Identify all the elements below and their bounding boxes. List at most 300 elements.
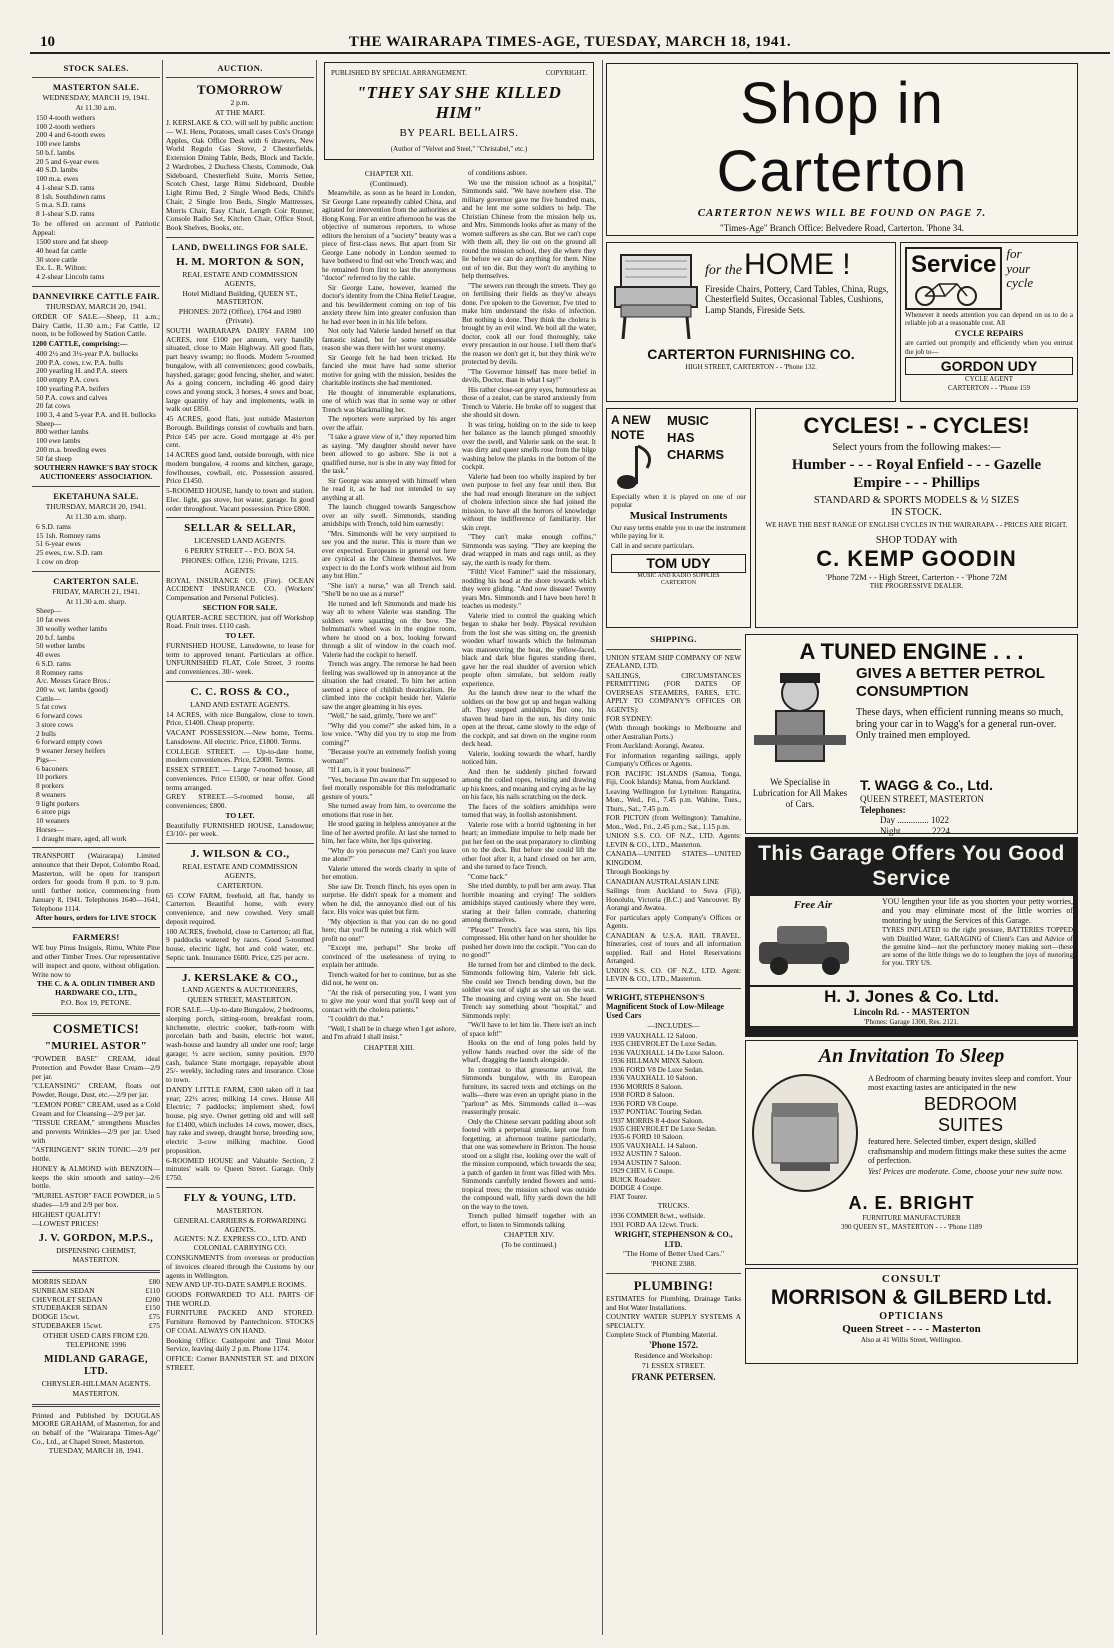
story-paragraph: The launch chugged towards Sangeschow over an oily swell. Simmonds, standing amidships with Trench, told him earnestly: bbox=[322, 503, 456, 528]
insurance: ROYAL INSURANCE CO. (Fire). OCEAN ACCIDENT INSURANCE CO. (Workers' Compensation and Personal Policies). bbox=[166, 575, 314, 603]
garage-car-illustration bbox=[753, 912, 863, 982]
section-heading: SHIPPING. bbox=[650, 634, 697, 645]
cycle-models: STANDARD & SPORTS MODELS & ½ SIZES bbox=[813, 494, 1020, 506]
car-price: £75 bbox=[148, 1312, 160, 1322]
lot: 100 yearling P.A. heifers bbox=[36, 383, 110, 393]
car-item: 1929 CHEV. 6 Coupe. bbox=[610, 1167, 675, 1176]
car-item: 1936 VAUXHALL 10 Saloon. bbox=[610, 1074, 698, 1083]
car-row bbox=[32, 1322, 160, 1331]
carrier-name: FLY & YOUNG, LTD. bbox=[183, 1191, 297, 1204]
lot: 8 porkers bbox=[36, 781, 64, 791]
timber-firm: THE C. & A. ODLIN TIMBER AND HARDWARE CO., LTD., bbox=[36, 979, 156, 998]
shipping-item: UNION STEAM SHIP COMPANY OF NEW ZEALAND, LTD. bbox=[606, 653, 741, 671]
story-title: "THEY SAY SHE KILLED HIM" bbox=[356, 83, 562, 122]
listing: DANDY LITTLE FARM, £300 taken off it last year; 22½ acres; milking 14 cows. House All Electric; 7 paddocks; implement shed, fowl house, pig stye. Owner getting old and will sell for £1400, which includes 14 cows, mower, discs, hay rake and sweep, draught horse, breeding sow, electric 3-cow milking machine. Good proposition. bbox=[166, 1084, 314, 1155]
service-item: OFFICE: Corner BANNISTER ST. and DIXON STREET. bbox=[166, 1354, 314, 1372]
serial-story bbox=[318, 60, 600, 1635]
story-paragraph: The faces of the soldiers amidships were turned that way, in foolish astonishment. bbox=[462, 802, 596, 819]
cosmetic-item: "POWDER BASE" CREAM, ideal Protection and Powder Base Cream—2/9 per jar. bbox=[32, 1054, 160, 1081]
story-paragraph: In contrast to that gruesome arrival, the Simmonds bungalow, with its European furniture, its sacred texts and etchings on the walls—there was even an upright piano in the "parlour" as Mrs. Simmonds called it—was reassuringly prosaic. bbox=[462, 1065, 596, 1116]
lot: 200 yearling H. and P.A. steers bbox=[36, 366, 128, 376]
lot: 40 S.D. lambs bbox=[36, 165, 78, 175]
story-paragraph: He thought of innumerable explanations, one of which was that in some way or other Trench was blackmailing her. bbox=[322, 388, 456, 414]
cattle-heading: 1200 CATTLE, comprising:— bbox=[32, 339, 128, 349]
agent-name: H. M. MORTON & SON, bbox=[176, 255, 304, 268]
agent-sub: REAL ESTATE AND COMMISSION AGENTS, bbox=[182, 269, 298, 288]
truck-item: 1936 COMMER 8cwt., wellside. bbox=[610, 1212, 706, 1221]
jones-name: H. J. Jones & Co. Ltd. bbox=[750, 987, 1073, 1007]
service-for: for bbox=[1006, 246, 1022, 262]
shipping-item: Leaving Wellington for Lyttelton: Rangatira, Mon., Wed., Fri., 7.45 p.m. Wahine, Tues., Thurs., Sat., 7.45 p.m. bbox=[606, 787, 741, 813]
specialise: We Specialise in Lubrication for All Makes of Cars. bbox=[752, 777, 848, 809]
wright-slogan: "The Home of Better Used Cars." bbox=[622, 1249, 725, 1259]
lot: Pigs— bbox=[36, 754, 57, 764]
section-heading: LAND, DWELLINGS FOR SALE. bbox=[171, 241, 309, 252]
cosmetics-title: COSMETICS! bbox=[52, 1020, 140, 1036]
section-heading: AUCTION. bbox=[217, 63, 263, 73]
truck-item: 1931 FORD AA 12cwt. Truck. bbox=[610, 1220, 699, 1229]
agent-phones: PHONES: Office, 1216; Private, 1215. bbox=[181, 555, 299, 565]
tuned-engine-ad bbox=[745, 634, 1078, 834]
column-rule bbox=[162, 60, 163, 1635]
wagg-day: Day .............. 1022 bbox=[880, 815, 949, 826]
lot: A/c. Messrs Grace Bros.: bbox=[36, 676, 111, 686]
story-paragraph: She saw Dr. Trench flinch, his eyes open in surprise. He didn't speak for a moment and when he did, the annoyance died out of his face. His voice was quiet but firm. bbox=[322, 882, 456, 916]
chapter-heading: CHAPTER XIII. bbox=[363, 1042, 415, 1052]
car-item: 1936 HILLMAN MINX Saloon. bbox=[610, 1057, 704, 1066]
agent-name: J. KERSLAKE & CO., bbox=[182, 971, 298, 984]
lot: 40 head fat cattle bbox=[36, 245, 87, 255]
invite-title: An Invitation To Sleep bbox=[818, 1045, 1005, 1068]
shipping-item: FOR SYDNEY: bbox=[606, 714, 653, 723]
suites-word: SUITES bbox=[937, 1115, 1003, 1136]
shipping-item: Through Bookings by bbox=[606, 868, 670, 877]
tom-udy-town: CARTERTON bbox=[660, 579, 697, 586]
section-heading: STOCK SALES. bbox=[63, 63, 129, 73]
furnishing-address: HIGH STREET, CARTERTON - - 'Phone 132. bbox=[685, 362, 817, 371]
shipping-list bbox=[606, 654, 741, 984]
story-paragraph: Valerie uttered the words clearly in spite of her emotion. bbox=[322, 864, 456, 881]
shipping-item: From Auckland: Aorangi, Awatea. bbox=[606, 742, 705, 751]
listing: COLLEGE STREET. — Up-to-date home, modern conveniences. Price, £2000. Terms. bbox=[166, 746, 314, 765]
story-paragraph: The reporters were surprised by his anger over the affair. bbox=[322, 415, 456, 432]
cycle-stock: IN STOCK. bbox=[891, 506, 942, 518]
used-cars-list bbox=[32, 1278, 160, 1330]
carterton-news-note: CARTERTON NEWS WILL BE FOUND ON PAGE 7. bbox=[697, 206, 987, 219]
listing: 45 ACRES, good flats, just outside Masterton Borough. Buildings consist of cowbails and barn. Price £45 per acre. Good mortgage at 4½ per cent. bbox=[166, 414, 314, 450]
car-item: 1939 VAUXHALL 12 Saloon. bbox=[610, 1031, 698, 1040]
lot: Horses— bbox=[36, 824, 64, 834]
column-rule bbox=[316, 60, 317, 1635]
wright-firm: WRIGHT, STEPHENSON & CO., LTD. bbox=[614, 1230, 733, 1249]
lot: 9 light porkers bbox=[36, 798, 80, 808]
lot: 150 4-tooth wethers bbox=[36, 112, 96, 122]
story-paragraph: As the launch drew near to the wharf the soldiers on the bow got up and began walking aft. They stepped amidships. But one, his shaven head bare in the sun, his dirty tunic open at the throat, came slowly to the edge of the cockpit, and sat down on the engine room deck head. bbox=[462, 689, 596, 748]
sale-title: DANNEVIRKE CATTLE FAIR. bbox=[32, 290, 160, 301]
wagg-address: QUEEN STREET, MASTERTON bbox=[860, 793, 984, 804]
sale-title: EKETAHUNA SALE. bbox=[53, 491, 139, 502]
publication-note: PUBLISHED BY SPECIAL ARRANGEMENT. bbox=[331, 69, 467, 77]
sale-lots bbox=[32, 238, 160, 282]
lot: 200 P.A. cows, r.w. P.A. bulls bbox=[36, 357, 123, 367]
plumbing-address: 71 ESSEX STREET. bbox=[642, 1360, 705, 1370]
branch-office: "Times-Age" Branch Office: Belvedere Road, Carterton. 'Phone 34. bbox=[720, 222, 964, 233]
story-paragraph: Meanwhile, as soon as he heard in London, Sir George Lane repeatedly cabled China, and agitated for intervention from the authorities at Hong Kong. For an entire afternoon he was the objective of numerous reporters, to whose editors the heroism of a "society" beauty was a piece of first-class news. But apart from Sir George Lane nobody in London seemed to have bothered to find out who Trench was; and he remained from first to last the anonymous "doctor" referred to by the cable. bbox=[322, 189, 456, 282]
story-paragraph: We use the mission school as a hospital," Simmonds said. "We have nowhere else. The military governor gave me five hundred mats, and he lent me some soldiers to help. The Christian Chinese from the mission help us, and Mrs. Simmonds looks after as many of the women sufferers as she can. But we can't cope with them all, they lie out on the ground all round the mission school, they die where they lie before we can do anything for them. Nine out of ten die. But they won't do anything to help themselves. bbox=[462, 178, 596, 280]
agent-address: 6 PERRY STREET - - P.O. BOX 54. bbox=[184, 546, 296, 556]
has-word: HAS bbox=[667, 430, 695, 446]
sale-lots bbox=[32, 114, 160, 219]
car-name: MORRIS SEDAN bbox=[32, 1277, 87, 1287]
cycle-repairs-text: are carried out promptly and efficiently when you entrust the job to— bbox=[905, 339, 1073, 356]
lot: 20 b.f. lambs bbox=[36, 632, 75, 642]
lot: 200 w. wr. lambs (good) bbox=[36, 685, 108, 695]
story-paragraph: Sir George felt he had been tricked. He fancied she must have had some ulterior motive for going with the mission, besides the charitable instincts she had mentioned. bbox=[322, 353, 456, 387]
service-item: NEW AND UP-TO-DATE SAMPLE ROOMS. bbox=[166, 1280, 306, 1290]
chapter-heading: CHAPTER XII. bbox=[364, 169, 414, 178]
cycle-makes-1: Humber - - - Royal Enfield - - - Gazelle bbox=[791, 457, 1042, 474]
plumbing-phone: 'Phone 1572. bbox=[648, 1340, 698, 1351]
lot: 6 S.D. rams bbox=[36, 658, 71, 668]
lot: 25 ewes, r.w. S.D. ram bbox=[36, 548, 103, 558]
listing: 6-ROOMED HOUSE and Valuable Section, 2 minutes' walk to Queen Street. Garage. Only £750. bbox=[166, 1155, 314, 1183]
garage-town: MASTERTON. bbox=[72, 1388, 120, 1398]
lot: 1 draught mare, aged, all work bbox=[36, 833, 127, 843]
listings bbox=[166, 892, 314, 963]
cycle-repairs: CYCLE REPAIRS bbox=[954, 328, 1024, 339]
car-price: £75 bbox=[148, 1320, 160, 1330]
garage-phone: TELEPHONE 1996 bbox=[65, 1340, 127, 1350]
home-heading: HOME ! bbox=[743, 248, 851, 282]
cycles-ad bbox=[755, 408, 1078, 628]
agent-agents: AGENTS: bbox=[224, 565, 256, 575]
column-auction-land bbox=[166, 60, 314, 1635]
bright-name: A. E. BRIGHT bbox=[848, 1193, 975, 1214]
shipping-item: UNION S.S. CO. OF N.Z., LTD. Agents: LEVIN & CO., LTD., Masterton. bbox=[606, 832, 741, 849]
prices-text: Yes! Prices are moderate. Come, choose your new suite now. bbox=[868, 1166, 1063, 1176]
goodin-sub: THE PROGRESSIVE DEALER. bbox=[869, 582, 964, 591]
wright-phone: 'PHONE 2388. bbox=[650, 1258, 697, 1268]
carrier-services bbox=[166, 1254, 314, 1373]
lot: 50 b.f. lambs bbox=[36, 147, 75, 157]
service-heading: Service bbox=[911, 251, 997, 279]
shipping-item: For particulars apply Company's Offices or Agents. bbox=[606, 913, 741, 931]
service-item: Booking Office: Castlepoint and Tinui Motor Service, leaving daily 2 p.m. Phone 1174. bbox=[166, 1335, 314, 1354]
car-price: £110 bbox=[145, 1285, 160, 1295]
tuned-text: These days, when efficient running means so much, bring your car in to Wagg's for a general run-over. Only trained men employed. bbox=[856, 706, 1064, 742]
farmers-body: WE buy Pinus Insignis, Rimu, White Pine and other Timber Trees. Our representative will inspect and quote, without obligation. Write now to bbox=[32, 943, 160, 979]
car-item: BUICK Roadster. bbox=[610, 1175, 662, 1184]
lot: 5 m.a. S.D. rams bbox=[36, 200, 86, 210]
wright-trucks: TRUCKS. bbox=[657, 1201, 690, 1211]
story-paragraph: "The Governor himself has more belief in devils, Doctor, than in what I say!" bbox=[462, 367, 596, 384]
story-paragraph: Valerie rose with a horrid tightening in her heart; an immediate impulse to help made her put her feet on the seat preparatory to climbing on to the deck. But before she could lift the other foot after it, a hand closed on her arm, and she turned to face Trench. bbox=[462, 820, 596, 871]
story-paragraph: "Well, I shall be in charge when I get ashore, and I'm afraid I shall insist." bbox=[322, 1024, 456, 1041]
story-paragraph: "Well," he said, grimly, "here we are!" bbox=[328, 712, 437, 720]
story-paragraph: "At the risk of persecuting you, I want you to give me your word that you'll keep out of contact with the cholera patients." bbox=[322, 988, 456, 1014]
story-paragraph: Valerie, looking towards the wharf, hardly noticed him. bbox=[462, 749, 596, 766]
newspaper-title: THE WAIRARAPA TIMES-AGE, TUESDAY, MARCH 18, 1941. bbox=[348, 34, 792, 50]
cosmetic-item: HONEY & ALMOND with BENZOIN—keeps the skin smooth and satiny—2/6 bottle. bbox=[32, 1163, 160, 1191]
lot: 100 ewe lambs bbox=[36, 139, 81, 149]
lot: 10 fat ewes bbox=[36, 615, 70, 625]
shop-title: Shop in Carterton bbox=[716, 71, 968, 205]
lot: 6 store pigs bbox=[36, 807, 71, 817]
agent-sub: REAL ESTATE AND COMMISSION AGENTS, bbox=[182, 862, 298, 880]
agent-address: Hotel Midland Building, QUEEN ST., MASTERTON. bbox=[182, 288, 298, 307]
bedroom-illustration bbox=[750, 1073, 860, 1193]
wright-includes: —INCLUDES— bbox=[647, 1020, 700, 1030]
story-paragraph: Sir George Lane, however, learned the doctor's identity from the China Relief League, and his bewilderment coming on top of his anxiety threw him into greater confusion than he had ever been in in his life before. bbox=[322, 283, 456, 326]
auction-tomorrow: TOMORROW bbox=[196, 82, 284, 98]
shop-in-carterton-banner bbox=[606, 63, 1078, 236]
lot: 8 1-shear S.D. rams bbox=[36, 209, 95, 219]
story-paragraph: She turned away from him, to overcome the emotions that rose in her. bbox=[322, 802, 456, 819]
car-name: DODGE 15cwt. bbox=[32, 1312, 80, 1322]
car-item: 1935-6 FORD 10 Saloon. bbox=[610, 1133, 684, 1142]
car-name: STUDEBAKER SEDAN bbox=[32, 1303, 108, 1313]
lot: 100 empty P.A. cows bbox=[36, 375, 99, 385]
bright-sub: FURNITURE MANUFACTURER bbox=[862, 1214, 961, 1223]
car-item: 1936 FORD V8 De Luxe Sedan. bbox=[610, 1065, 704, 1074]
sale-date: THURSDAY, MARCH 20, 1941. bbox=[45, 502, 147, 512]
lot: 8 1sh. Southdown rams bbox=[36, 191, 106, 201]
order-of-sale: ORDER OF SALE.—Sheep, 11 a.m.; Dairy Cattle, 11.30 a.m.; Fat Cattle, 12 noon, to be followed by Station Cattle. bbox=[32, 311, 160, 339]
free-air: Free Air bbox=[793, 898, 833, 911]
shipping-item: CANADIAN & U.S.A. RAIL TRAVEL. Itineraries, cost of tours and all information supplied. Rail and Hotel Reservations Arranged. bbox=[606, 931, 741, 966]
car-price: £200 bbox=[145, 1294, 160, 1304]
cosmetic-item: —LOWEST PRICES! bbox=[32, 1219, 99, 1229]
lot: 4 2-shear Lincoln rams bbox=[36, 272, 105, 282]
lot: 200 m.a. breeding ewes bbox=[36, 444, 106, 454]
story-paragraph: "Filth! Vice! Famine!" said the missionary, nodding his head at the shore towards which they were gliding. "And now disease! Twenty years Mrs. Simmonds and I have been here! It teaches us modesty." bbox=[462, 568, 596, 610]
plumbing-title: PLUMBING! bbox=[633, 1277, 714, 1293]
wright-heading: WRIGHT, STEPHENSON'S Magnificent Stock of Low-Mileage Used Cars bbox=[606, 992, 724, 1021]
farmers-title: FARMERS! bbox=[72, 932, 120, 943]
lot: 6 baconers bbox=[36, 763, 68, 773]
lot: 30 woolly wether lambs bbox=[36, 623, 108, 633]
story-author: BY PEARL BELLAIRS. bbox=[399, 127, 519, 139]
garage-title: This Garage Offers You Good Service bbox=[758, 842, 1065, 891]
serial-header bbox=[324, 62, 594, 160]
udy-sub: CYCLE AGENT bbox=[964, 375, 1014, 384]
charms-word: CHARMS bbox=[667, 447, 725, 463]
lot: 100 3, 4 and 5-year P.A. and H. bullocks bbox=[36, 409, 156, 419]
furnishing-items: Fireside Chairs, Pottery, Card Tables, China, Rugs, Chesterfield Suites, Occasional Tables, Cushions, Lamp Stands, Fireside Sets. bbox=[705, 283, 889, 316]
listing: 5-ROOMED HOUSE, handy to town and station. Elec. light, gas stove, hot water, garage. In good order throughout. Vacant possession. Price £800. bbox=[166, 486, 314, 513]
story-paragraph: He turned and left Simmonds and made his way aft to where Valerie was standing. The soldiers were squatting on the bow. The helmsman's wheel was in the engine room, where he stood on a box, looking forward through a slit of window in the coach roof. Valerie had the cockpit to herself. bbox=[322, 599, 456, 659]
shipping-item: CANADA—UNITED STATES—UNITED KINGDOM. bbox=[606, 850, 741, 867]
lot: Ex. L. R. Wilton: bbox=[36, 263, 87, 273]
lot: 20 5 and 6-year ewes bbox=[36, 156, 99, 166]
car-name: STUDEBAKER 15cwt. bbox=[32, 1320, 103, 1330]
musical-instruments: Musical Instruments bbox=[629, 510, 728, 523]
car-item: FIAT Tourer. bbox=[610, 1192, 648, 1201]
garage-text: YOU lengthen your life as you shorten your petty worries, and you may eliminate most of the little worries of motoring by using the Services of this Garage. bbox=[882, 896, 1073, 925]
lot: 6 forward cows bbox=[36, 711, 82, 721]
opticians: OPTICIANS bbox=[879, 1311, 944, 1323]
agent-sub: LAND AGENTS & AUCTIONEERS, bbox=[182, 985, 298, 995]
agent-sub: LAND AND ESTATE AGENTS. bbox=[190, 699, 290, 709]
listing: 14 ACRES good land, outside borough, with nice modern bungalow, 4 rooms and kitchen, garage, fowlhouses, cowbail, etc. Possession assured. Price £1450. bbox=[166, 450, 314, 486]
story-paragraph: "Yes, because I'm aware that I'm supposed to feel morally responsible for this melodramatic gesture of yours." bbox=[322, 775, 456, 801]
auction-place: AT THE MART. bbox=[215, 108, 265, 118]
udy-address: CARTERTON - - 'Phone 159 bbox=[948, 383, 1030, 392]
car-item: 1936 FORD V8 Coupe. bbox=[610, 1099, 679, 1108]
tuned-title: A TUNED ENGINE . . . bbox=[799, 639, 1024, 665]
lot: 8 Romney rams bbox=[36, 667, 83, 677]
garage-agents: CHRYSLER-HILLMAN AGENTS. bbox=[41, 1378, 151, 1388]
furnishing-ad bbox=[606, 242, 896, 402]
story-paragraph: Not only had Valerie landed herself on that fantastic island, but for some unguessable reason she was there with her worst enemy. bbox=[322, 327, 456, 352]
story-paragraph: He turned from her and climbed to the deck. Simmonds following him, Valerie felt sick. She could see Trench bending down, but the soldier was out of sight as she sat on the seat. The moaning and crying went on. She heard Trench say something about "hospital," and Simmonds reply: bbox=[462, 960, 596, 1020]
sale-lots bbox=[32, 523, 160, 567]
shipping-item: UNION S.S. CO. OF N.Z., LTD. Agent: LEVIN & CO., LTD., Masterton. bbox=[606, 966, 741, 984]
listing: 14 ACRES, with nice Bungalow, close to town. Price, £1400. Cheap property. bbox=[166, 709, 314, 728]
wagg-night: Night ............ 2224 bbox=[880, 825, 951, 836]
service-text: Whenever it needs attention you can depend on us to do a reliable job at a reasonable cost. All bbox=[905, 310, 1073, 328]
chapter-heading: CHAPTER XIV. bbox=[503, 1230, 555, 1239]
listing: ESSEX STREET. — Large 7-roomed house, all conveniences. Price £1500, or near offer. Good terms arranged. bbox=[166, 765, 314, 792]
story-paragraph: "Why did you come?" she asked him, in a low voice. "Why did you try to stop me from coming?" bbox=[322, 721, 456, 747]
column-stock-sales bbox=[32, 60, 160, 1635]
cycle-service-ad bbox=[900, 242, 1078, 402]
cycles-title: CYCLES! - - CYCLES! bbox=[803, 413, 1030, 439]
cosmetics-brand: "MURIEL ASTOR" bbox=[44, 1040, 148, 1053]
patriotic-note: To be offered on account of Patriotic Appeal: bbox=[32, 218, 160, 237]
car-item: 1937 MORRIS 8 4-door Saloon. bbox=[610, 1116, 704, 1125]
masthead bbox=[30, 30, 1110, 54]
listing: 65 COW FARM, freehold, all flat, handy to Carterton. Beautiful home, with every convenience, and new cowshed. Very small deposit required. bbox=[166, 890, 314, 926]
armchair-illustration bbox=[611, 247, 701, 342]
imprint-date: TUESDAY, MARCH 18, 1941. bbox=[48, 1446, 144, 1456]
lot: 50 fat sheep bbox=[36, 453, 72, 463]
wright-truck-list bbox=[606, 1212, 741, 1229]
for-the: for the bbox=[705, 263, 742, 279]
jones-phone: 'Phones: Garage 1300, Res. 2121. bbox=[750, 1018, 1073, 1026]
car-price: £80 bbox=[148, 1277, 160, 1287]
story-paragraph: "Because you're an extremely foolish young woman!" bbox=[322, 748, 456, 765]
tom-udy-sub: MUSIC AND RADIO SUPPLIES bbox=[637, 572, 720, 579]
bright-address: 390 QUEEN ST., MASTERTON - - - 'Phone 1189 bbox=[840, 1222, 983, 1231]
story-paragraph: Valerie tried to control the quaking which began to shake her body. Physical revulsion from the lost she was sitting on, the greenish wooden wharf towards which the helmsman was manoeuvring the boat, the yellow-faced, black and dark blue figures standing there, gave her the real shudder of aversion which people often simulate, but seldom really experience. bbox=[462, 611, 596, 688]
lot: 400 2½ and 3½-year P.A. bullocks bbox=[36, 348, 139, 358]
listing: FOR SALE.—Up-to-date Bungalow, 2 bedrooms, sleeping porch, sitting-room, breakfast room, kitchenette, electric cooker, bath-room with porcelain bath and basin, electric hot water, wash-house and laundry all under one roof; large garage; ½ acre section, sunny position. £970 cash, balance State mortgage, repayable about 25/- weekly, including rates and insurance. Close to town. bbox=[166, 1005, 314, 1085]
lot: 5 fat cows bbox=[36, 702, 67, 712]
lot: 100 2-tooth wethers bbox=[36, 121, 96, 131]
goodin-address: 'Phone 72M - - High Street, Carterton - - 'Phone 72M bbox=[825, 572, 1008, 583]
cars-other: OTHER USED CARS FROM £20. bbox=[42, 1330, 150, 1340]
furnishing-firm: CARTERTON FURNISHING CO. bbox=[647, 346, 855, 363]
imprint: Printed and Published by DOUGLAS MOORE GRAHAM, of Masterton, for and on behalf of the "Wairarapa Times-Age" Co., Ltd., at Chapel Street, Masterton. bbox=[32, 1410, 160, 1446]
agent-phones: PHONES: 2072 (Office), 1764 and 1980 (Private). bbox=[178, 307, 302, 326]
copyright-note: COPYRIGHT. bbox=[545, 69, 587, 77]
listing: QUARTER-ACRE SECTION, just off Workshop Road. Fruit trees. £110 cash. bbox=[166, 612, 314, 631]
car-item: 1934 AUSTIN 7 Saloon. bbox=[610, 1158, 682, 1167]
lot: 100 m.a. ewes bbox=[36, 174, 79, 184]
sale-title: CARTERTON SALE. bbox=[53, 575, 139, 586]
lot: 10 porkers bbox=[36, 772, 68, 782]
story-paragraph: "The sewers run through the streets. They go on fertilising their fields as they've always done. I've spoken to the Governor, I've tried to make him understand the risks of infection. But nothing is done. They think the cholera is brought by an evil wind. We boil all the water, doctor, cook all our food thoroughly, take every precaution in our house. I tell them that's the reason we don't get it, but they think we're protected by devils. bbox=[462, 281, 596, 366]
shipping-item: FOR PICTON (from Wellington): Tamahine, Mon., Wed., Fri., 2.45 p.m.; Sat., 1.15 p.m. bbox=[606, 814, 741, 831]
story-paragraph: "Why do you persecute me? Can't you leave me alone?" bbox=[322, 846, 456, 863]
timber-address: P.O. Box 19, PETONE. bbox=[60, 997, 132, 1007]
listing: FURNISHED HOUSE, Lansdowne, to lease for term to approved tenant. Particulars at office. UNFURNISHED FLAT, Cole Street, 3 rooms and conveniences. 30/- week. bbox=[166, 641, 314, 677]
listing: 100 ACRES, freehold, close to Carterton; all flat, 9 paddocks watered by races. Good 5-roomed house, electric light, hot and cold water, etc. Septic tank. Insurance £600. Price, £25 per acre. bbox=[166, 926, 314, 962]
shipping-item: CANADIAN AUSTRALASIAN LINE bbox=[606, 877, 719, 886]
lot: 9 weaner Jersey heifers bbox=[36, 746, 106, 756]
cosmetics-list bbox=[32, 1055, 160, 1229]
chemist-sub: DISPENSING CHEMIST, MASTERTON. bbox=[56, 1246, 136, 1265]
story-paragraph: "Come back." bbox=[468, 872, 508, 881]
lot: 4 1-shear S.D. rams bbox=[36, 182, 95, 192]
tom-udy: TOM UDY bbox=[611, 554, 746, 573]
cycle-makes-2: Empire - - - Phillips bbox=[853, 474, 980, 491]
lot: 40 ewes bbox=[36, 650, 61, 660]
car-item: 1937 PONTIAC Touring Sedan. bbox=[610, 1108, 703, 1117]
gordon-udy: GORDON UDY bbox=[905, 357, 1073, 376]
bedroom-ad bbox=[745, 1040, 1078, 1265]
lot: 6 S.D. rams bbox=[36, 521, 71, 531]
car-name: SUNBEAM SEDAN bbox=[32, 1285, 95, 1295]
cosmetic-item: "MURIEL ASTOR" FACE POWDER, in 5 shades—1/9 and 2/9 per box. bbox=[32, 1191, 160, 1209]
to-be-continued: (To be continued.) bbox=[501, 1240, 557, 1249]
car-item: 1935 CHEVROLET De Luxe Sedan. bbox=[610, 1125, 717, 1133]
service-item: GOODS FORWARDED TO ALL PARTS OF THE WORLD. bbox=[166, 1289, 314, 1308]
cosmetic-item: "TISSUE CREAM," strengthens Muscles and prevents Wrinkles—2/9 per jar. Used with bbox=[32, 1118, 160, 1145]
shipping-item: FOR PACIFIC ISLANDS (Samoa, Tonga, Fiji, Cook Islands): Matua, from Auckland. bbox=[606, 769, 741, 787]
plumbing-res: Residence and Workshop: bbox=[634, 1351, 713, 1361]
music-text: Especially when it is played on one of our popular bbox=[611, 492, 746, 510]
story-paragraph: Trench was angry. The remorse he had been feeling was swallowed up in annoyance at the situation she had created. To him her action seemed a piece of childish theatricalism. He climbed into the cockpit beside her. Valerie saw the anger gleaming in his eyes. bbox=[322, 660, 456, 711]
story-paragraph: "We'll have to let him lie. There isn't an inch of space left!" bbox=[462, 1021, 596, 1038]
author-credit: (Author of "Velvet and Steel," "Christabel," etc.) bbox=[390, 145, 528, 153]
mechanic-illustration bbox=[750, 665, 850, 775]
story-paragraph: of conditions ashore. bbox=[468, 169, 528, 177]
page-number: 10 bbox=[40, 34, 55, 50]
story-paragraph: It was tiring, holding on to the side to keep her balance as the launch plunged smoothly over the swell, and Valerie sank on the seat. It was dirty and queer smells rose from the bilge washing below the planks in the bottom of the cockpit. bbox=[462, 420, 596, 471]
lot: 800 wether lambs bbox=[36, 427, 89, 437]
listings bbox=[166, 711, 314, 811]
musical-note-icon bbox=[611, 442, 661, 492]
agent-name: J. WILSON & CO., bbox=[190, 848, 290, 861]
story-paragraph: "They can't make enough coffins," Simmonds was saying. "They are keeping the dead wrapped in mats and rags until, as they say, the earth is ready for them. bbox=[462, 533, 596, 567]
story-paragraph: "She isn't a nurse," was all Trench said. "She'll be no use as a nurse!" bbox=[322, 581, 456, 598]
agent-name: SELLAR & SELLAR, bbox=[184, 522, 296, 535]
story-paragraph: "If I am, is it your business?" bbox=[328, 766, 411, 774]
new-note-a: A NEW bbox=[611, 413, 651, 428]
shipping-item: (With through bookings to Melbourne and other Australian Ports.) bbox=[606, 724, 741, 741]
morrison-name: MORRISON & GILBERD Ltd. bbox=[770, 1286, 1053, 1310]
story-paragraph: Trench pulled himself together with an effort, to listen to Simmonds talking bbox=[462, 1212, 596, 1229]
sale-date: THURSDAY, MARCH 20, 1941. bbox=[45, 302, 147, 312]
wright-car-list bbox=[606, 1032, 741, 1202]
bicycle-icon bbox=[911, 280, 981, 306]
chapter-continued: (Continued). bbox=[369, 179, 409, 188]
shipping-column bbox=[606, 631, 741, 1383]
story-column-left bbox=[322, 168, 456, 1250]
auction-time: 2 p.m. bbox=[230, 98, 250, 108]
story-paragraph: And then he suddenly pitched forward among the coiled ropes, twisting and drawing up his knees, and moaning and crying as he lay on his face, his nails scratching on the deck. bbox=[462, 767, 596, 801]
story-paragraph: Trench waited for her to continue, but as she did not, he went on. bbox=[322, 970, 456, 987]
cycles-select: Select yours from the following makes:— bbox=[832, 442, 1001, 454]
carrier-town: MASTERTON. bbox=[216, 1205, 264, 1215]
chemist-name: J. V. GORDON, M.P.S., bbox=[38, 1233, 154, 1245]
plumbing-name: FRANK PETERSEN. bbox=[631, 1371, 716, 1382]
lot: 30 store cattle bbox=[36, 254, 78, 264]
listing: GREY STREET.—5-roomed house, all conveniences; £800. bbox=[166, 792, 314, 811]
cosmetic-item: HIGHEST QUALITY! bbox=[32, 1209, 101, 1219]
